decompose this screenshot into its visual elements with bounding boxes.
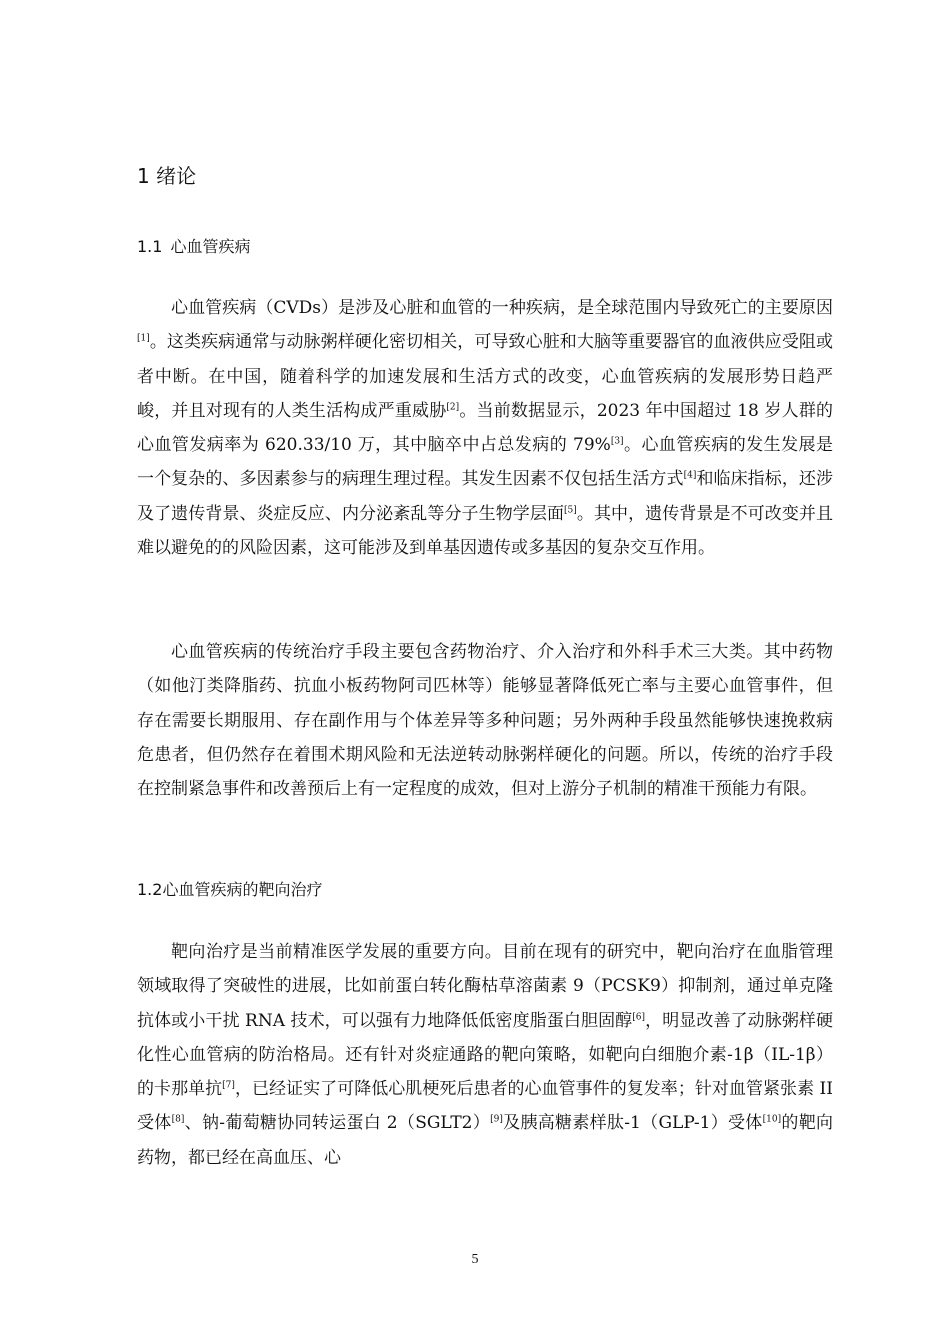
paragraph-text: 及胰高糖素样肽-1（GLP-1）受体 (502, 1113, 763, 1134)
paragraph-text: 。这类疾病通常与动脉粥样硬化密切相关，可导致心脏和大脑等重要器官的血液供应受阻或者中断。在中国，随着科学的加速发展和生活方式的改变，心血管疾病的发展形势日趋严峻，并且对现有的人类生活构成严重威胁 (137, 332, 833, 421)
citation-ref: [3] (610, 436, 624, 447)
section-heading-1-1 (137, 234, 250, 257)
citation-ref: [6] (632, 1011, 646, 1022)
paragraph-text: 和临床指标，还涉及了遗传背景、炎症反应、内分泌紊乱等分子生物学层面 (137, 469, 834, 524)
paragraph-text: ，明显改善了动脉粥样硬化性心血管病的防治格局。还有针对炎症通路的靶向策略，如靶向白细胞介素-1β（IL-1β）的卡那单抗 (137, 1010, 833, 1100)
citation-ref: [4] (683, 470, 697, 481)
page-number: 5 (471, 1252, 479, 1267)
paragraph-text: 的靶向药物，都已经在高血压、心 (137, 1113, 834, 1168)
paragraph-text: 、钠-葡萄糖协同转运蛋白 2（SGLT2） (184, 1113, 491, 1134)
paragraph (137, 635, 833, 806)
section-heading-1-2 (137, 877, 322, 900)
chapter-title: 1 绪论 (137, 164, 197, 188)
citation-ref: [8] (171, 1114, 185, 1125)
citation-ref: [7] (222, 1080, 235, 1091)
section-title: 心血管疾病的靶向治疗 (162, 880, 323, 899)
paragraph-text: 。其中，遗传背景是不可改变并且难以避免的的风险因素，这可能涉及到单基因遗传或多基因的复杂交互作用。 (137, 503, 833, 559)
citation-ref: [10] (762, 1114, 782, 1125)
paragraph-text: ，已经证实了可降低心肌梗死后患者的心血管事件的复发率；针对血管紧张素 II 受体 (137, 1079, 833, 1134)
citation-ref: [1] (137, 333, 150, 344)
paragraph-text: 心血管疾病（CVDs）是涉及心脏和血管的一种疾病，是全球范围内导致死亡的主要原因 (171, 298, 833, 318)
citation-ref: [5] (564, 505, 577, 516)
citation-ref: [9] (490, 1114, 503, 1125)
section-number: 1.2 (137, 880, 163, 899)
paragraph-text: 。心血管疾病的发生发展是一个复杂的、多因素参与的病理生理过程。其发生因素不仅包括生活方式 (137, 435, 833, 490)
paragraph-text: 。当前数据显示，2023 年中国超过 18 岁人群的心血管发病率为 620.33/10 万，其中脑卒中占总发病的 79% (137, 400, 834, 456)
paragraph (137, 291, 833, 565)
citation-ref: [2] (446, 402, 460, 413)
section-number: 1.1 (137, 237, 163, 256)
paragraph-text: 靶向治疗是当前精准医学发展的重要方向。目前在现有的研究中，靶向治疗在血脂管理领域取得了突破性的进展，比如前蛋白转化酶枯草溶菌素 9（PCSK9）抑制剂，通过单克隆抗体或小干扰 RNA 技术，可以强有力地降低低密度脂蛋白胆固醇 (137, 942, 833, 1031)
paragraph (137, 935, 833, 1175)
paragraph-text: 心血管疾病的传统治疗手段主要包含药物治疗、介入治疗和外科手术三大类。其中药物（如他汀类降脂药、抗血小板药物阿司匹林等）能够显著降低死亡率与主要心血管事件，但存在需要长期服用、存在副作用与个体差异等多种问题；另外两种手段虽然能够快速挽救病危患者，但仍然存在着围术期风险和无法逆转动脉粥样硬化的问题。所以，传统的治疗手段在控制紧急事件和改善预后上有一定程度的成效，但对上游分子机制的精准干预能力有限。 (137, 642, 833, 800)
section-title: 心血管疾病 (170, 237, 251, 256)
